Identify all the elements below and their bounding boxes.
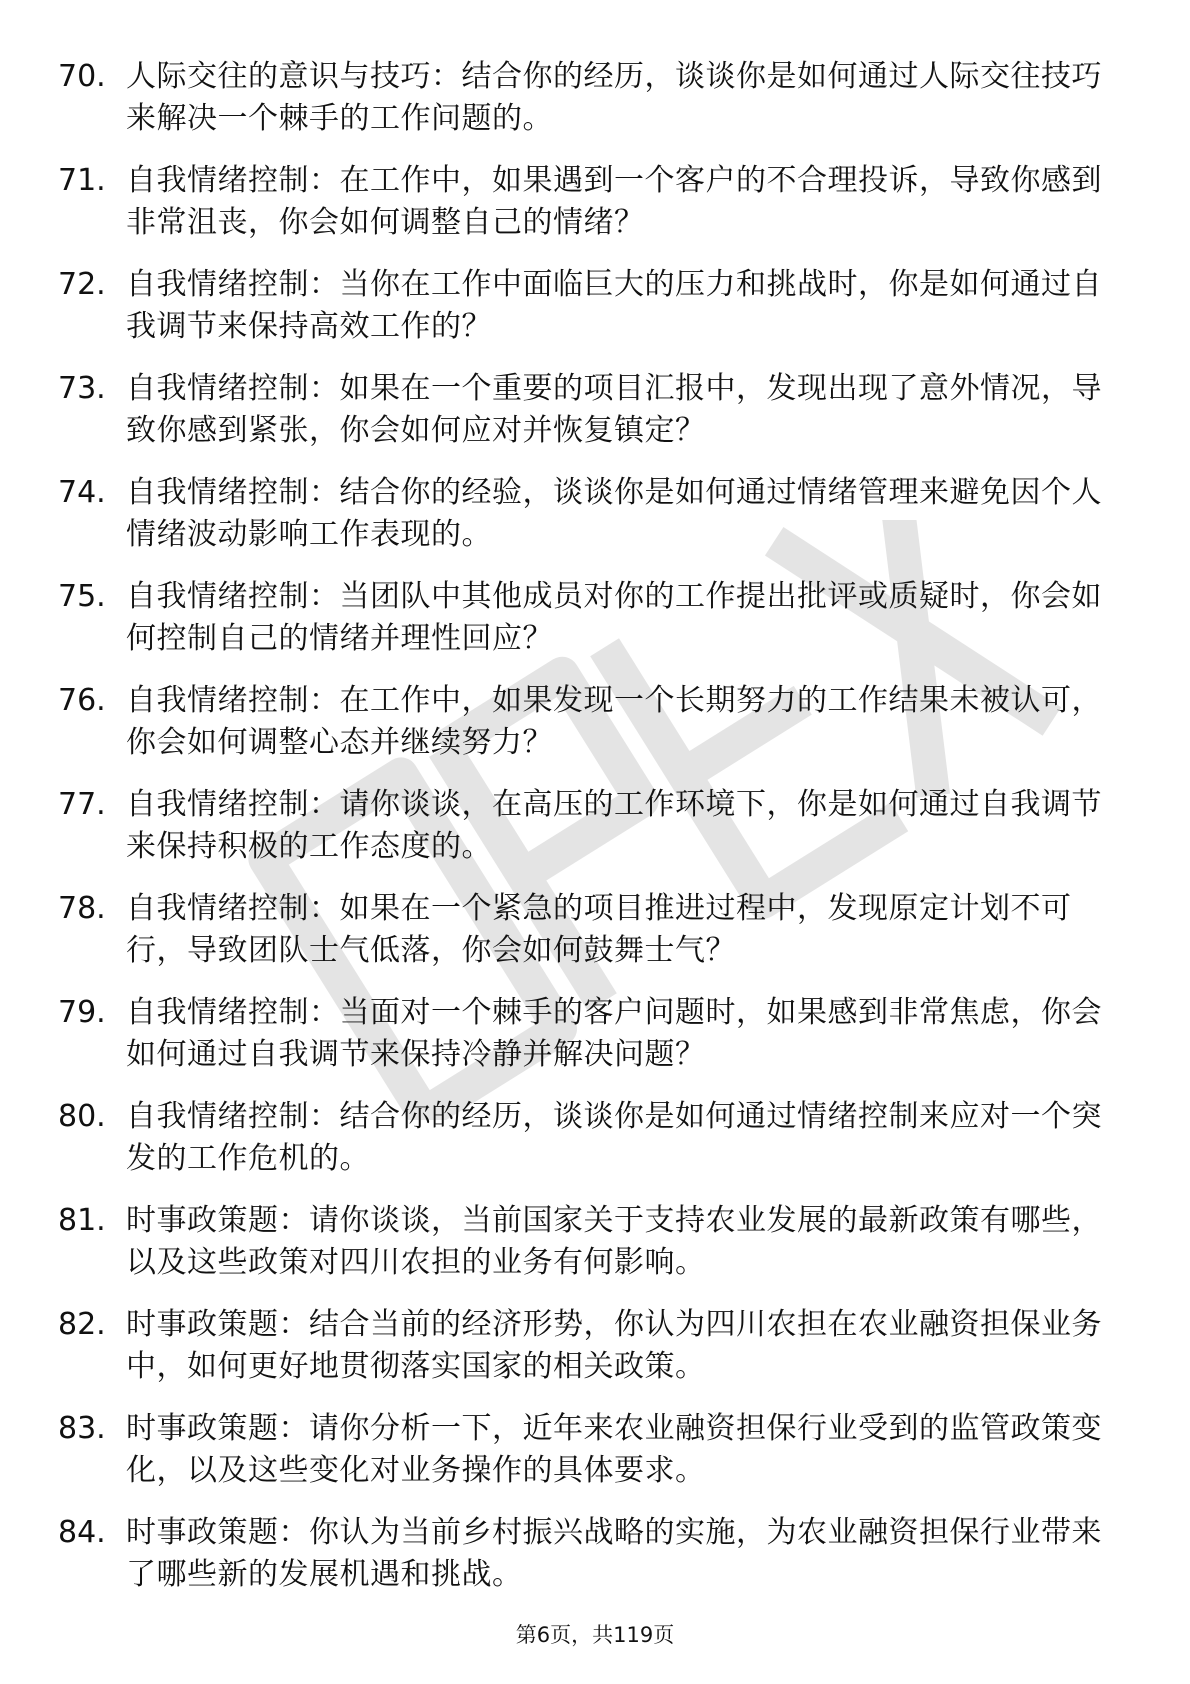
question-number: 81. (58, 1203, 106, 1238)
question-text: 自我情绪控制：在工作中，如果遇到一个客户的不合理投诉，导致你感到非常沮丧，你会如何调整自己的情绪？ (126, 163, 1102, 240)
question-number: 74. (58, 475, 106, 510)
page-indicator: 第6页，共119页 (515, 1623, 675, 1647)
question-text: 时事政策题：结合当前的经济形势，你认为四川农担在农业融资担保业务中，如何更好地贯彻落实国家的相关政策。 (126, 1307, 1102, 1384)
question-text: 自我情绪控制：如果在一个紧急的项目推进过程中，发现原定计划不可行，导致团队士气低落，你会如何鼓舞士气？ (126, 891, 1072, 968)
question-number: 80. (58, 1099, 106, 1134)
question-number: 84. (58, 1515, 106, 1550)
question-item (0, 1506, 1190, 1610)
question-number: 70. (58, 59, 106, 94)
question-text: 人际交往的意识与技巧：结合你的经历，谈谈你是如何通过人际交往技巧来解决一个棘手的工作问题的。 (126, 59, 1102, 136)
question-number: 76. (58, 683, 106, 718)
question-text: 时事政策题：请你分析一下，近年来农业融资担保行业受到的监管政策变化，以及这些变化对业务操作的具体要求。 (126, 1411, 1102, 1488)
question-item (0, 570, 1190, 674)
question-number: 71. (58, 163, 106, 198)
question-text: 自我情绪控制：当你在工作中面临巨大的压力和挑战时，你是如何通过自我调节来保持高效工作的？ (126, 267, 1102, 344)
question-number: 77. (58, 787, 106, 822)
question-text: 自我情绪控制：当团队中其他成员对你的工作提出批评或质疑时，你会如何控制自己的情绪并理性回应？ (126, 579, 1102, 656)
question-number: 78. (58, 891, 106, 926)
question-item (0, 986, 1190, 1090)
question-number: 75. (58, 579, 106, 614)
question-item (0, 154, 1190, 258)
question-item (0, 1298, 1190, 1402)
question-text: 时事政策题：你认为当前乡村振兴战略的实施，为农业融资担保行业带来了哪些新的发展机遇和挑战。 (126, 1515, 1102, 1592)
question-number: 79. (58, 995, 106, 1030)
question-text: 自我情绪控制：如果在一个重要的项目汇报中，发现出现了意外情况，导致你感到紧张，你会如何应对并恢复镇定？ (126, 371, 1102, 448)
question-item (0, 1090, 1190, 1194)
question-item (0, 50, 1190, 154)
question-number: 82. (58, 1307, 106, 1342)
question-item (0, 362, 1190, 466)
question-text: 自我情绪控制：结合你的经历，谈谈你是如何通过情绪控制来应对一个突发的工作危机的。 (126, 1099, 1102, 1176)
question-number: 73. (58, 371, 106, 406)
question-number: 83. (58, 1411, 106, 1446)
question-item (0, 778, 1190, 882)
question-list (0, 50, 1190, 1610)
question-number: 72. (58, 267, 106, 302)
question-text: 时事政策题：请你谈谈，当前国家关于支持农业发展的最新政策有哪些，以及这些政策对四川农担的业务有何影响。 (126, 1203, 1102, 1280)
question-item (0, 258, 1190, 362)
question-text: 自我情绪控制：当面对一个棘手的客户问题时，如果感到非常焦虑，你会如何通过自我调节来保持冷静并解决问题？ (126, 995, 1102, 1072)
question-text: 自我情绪控制：在工作中，如果发现一个长期努力的工作结果未被认可，你会如何调整心态并继续努力？ (126, 683, 1102, 760)
question-item (0, 466, 1190, 570)
question-item (0, 1402, 1190, 1506)
question-text: 自我情绪控制：结合你的经验，谈谈你是如何通过情绪管理来避免因个人情绪波动影响工作表现的。 (126, 475, 1102, 552)
question-text: 自我情绪控制：请你谈谈，在高压的工作环境下，你是如何通过自我调节来保持积极的工作态度的。 (126, 787, 1102, 864)
question-item (0, 1194, 1190, 1298)
question-item (0, 674, 1190, 778)
question-item (0, 882, 1190, 986)
